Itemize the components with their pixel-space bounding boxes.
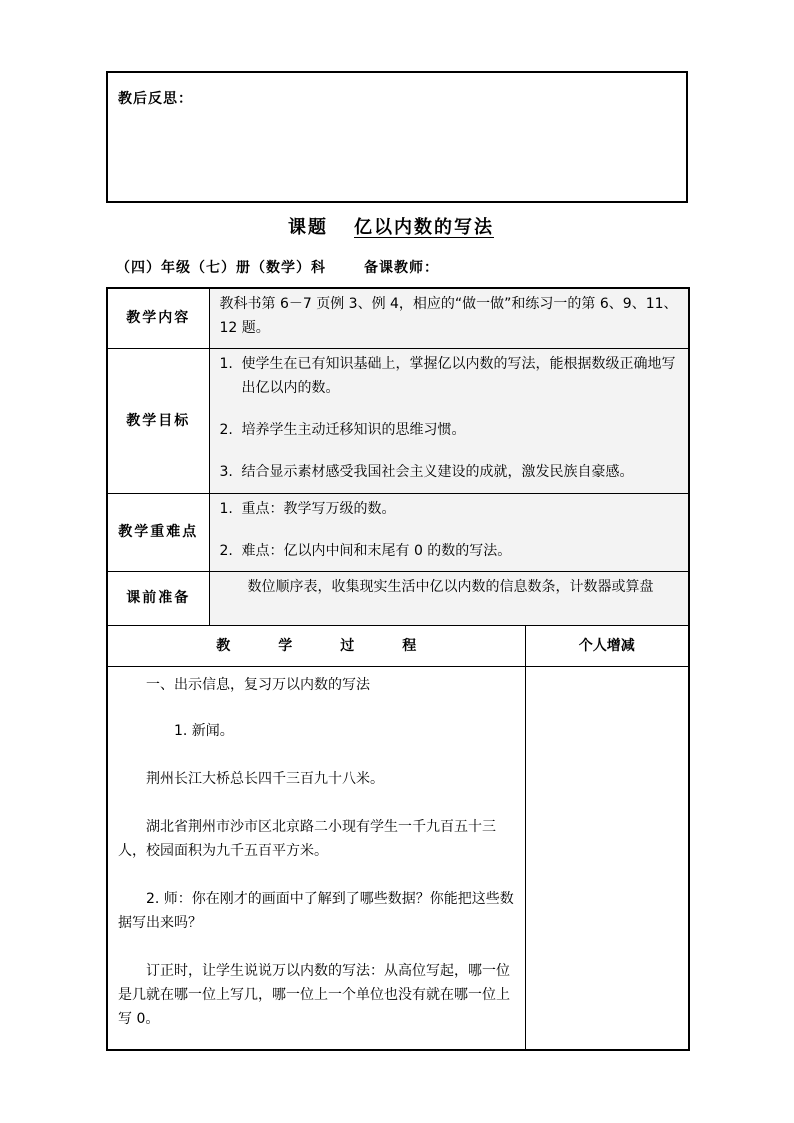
title-prefix: 课题 xyxy=(288,217,328,238)
goal-item xyxy=(220,460,683,484)
row-prep xyxy=(107,571,689,625)
process-paragraph: 湖北省荆州市沙市区北京路二小现有学生一千九百五十三人，校园面积为九千五百平方米。 xyxy=(118,818,496,859)
goal-text: 培养学生主动迁移知识的思维习惯。 xyxy=(241,421,466,438)
key-points-cell xyxy=(209,493,689,571)
content-label: 教学内容 xyxy=(107,288,209,348)
goal-text: 结合显示素材感受我国社会主义建设的成就，激发民族自豪感。 xyxy=(241,463,634,480)
key-point-num: 1. xyxy=(219,500,233,517)
content-text: 教科书第 6－7 页例 3、例 4，相应的“做一做”和练习一的第 6、9、11、12 题。 xyxy=(209,288,689,348)
process-paragraph: 荆州长江大桥总长四千三百九十八米。 xyxy=(146,770,384,787)
goals-label: 教学目标 xyxy=(107,348,209,493)
process-header-char: 教 xyxy=(216,637,231,654)
process-paragraph: 一、出示信息，复习万以内数的写法 xyxy=(146,676,370,693)
reflection-box xyxy=(106,71,688,203)
row-key-points xyxy=(107,493,689,571)
teacher-label: 备课教师： xyxy=(364,260,439,276)
reflection-label: 教后反思： xyxy=(118,91,193,107)
process-paragraph: 2. 师：你在刚才的画面中了解到了哪些数据？你能把这些数据写出来吗？ xyxy=(118,890,514,931)
info-line xyxy=(116,257,439,277)
personal-adjust-header: 个人增减 xyxy=(525,625,689,666)
lesson-title xyxy=(0,213,794,239)
process-body xyxy=(107,666,525,1050)
process-paragraph: 订正时，让学生说说万以内数的写法：从高位写起，哪一位是几就在哪一位上写几，哪一位上一个单位也没有就在哪一位上写 0。 xyxy=(118,962,510,1027)
goal-num: 3. xyxy=(219,463,233,480)
goal-num: 1. xyxy=(219,355,233,372)
key-point-item xyxy=(220,497,683,521)
goal-text: 使学生在已有知识基础上，掌握亿以内数的写法，能根据数级正确地写出亿以内的数。 xyxy=(241,355,676,396)
row-process-body xyxy=(107,666,689,1050)
goals-cell xyxy=(209,348,689,493)
key-point-item xyxy=(220,539,683,563)
lesson-plan-table xyxy=(106,287,690,1051)
key-point-num: 2. xyxy=(219,542,233,559)
goal-item xyxy=(220,418,683,442)
process-header-char: 过 xyxy=(340,637,355,654)
row-process-header xyxy=(107,625,689,666)
process-header xyxy=(107,625,525,666)
process-header-char: 程 xyxy=(402,637,417,654)
goal-item xyxy=(220,352,683,400)
key-points-label: 教学重难点 xyxy=(107,493,209,571)
goal-num: 2. xyxy=(219,421,233,438)
personal-adjust-cell xyxy=(525,666,689,1050)
key-point-text: 难点：亿以内中间和末尾有 0 的数的写法。 xyxy=(241,542,512,559)
process-header-char: 学 xyxy=(278,637,293,654)
prep-text-cell xyxy=(209,571,689,625)
grade-line: （四）年级（七）册（数学）科 xyxy=(116,260,326,276)
key-point-text: 重点：教学写万级的数。 xyxy=(241,500,396,517)
title-topic: 亿以内数的写法 xyxy=(354,217,494,238)
row-goals xyxy=(107,348,689,493)
row-content xyxy=(107,288,689,348)
prep-label: 课前准备 xyxy=(107,571,209,625)
prep-text: 数位顺序表，收集现实生活中亿以内数的信息数条，计数器或算盘 xyxy=(247,578,654,595)
process-paragraph: 1. 新闻。 xyxy=(174,722,234,739)
